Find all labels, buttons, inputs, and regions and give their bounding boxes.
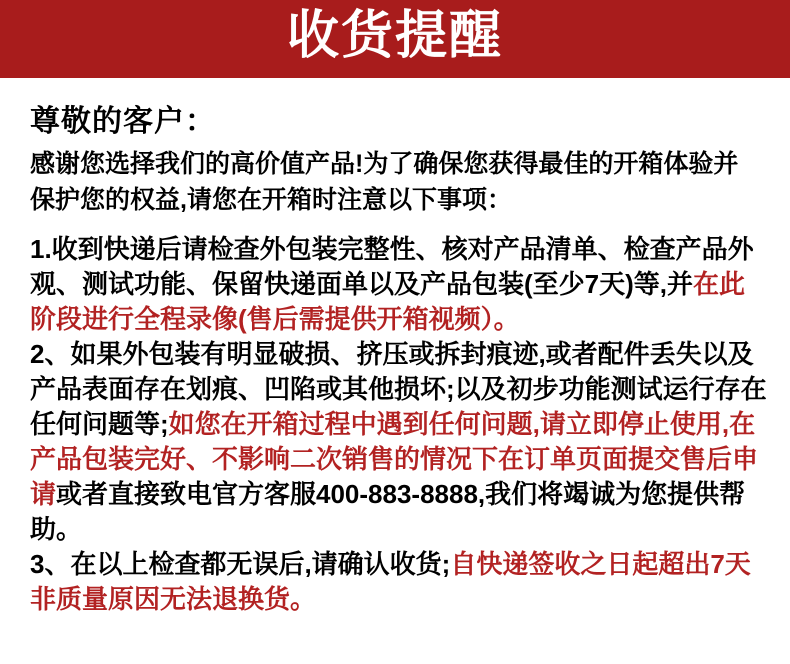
text-segment: 观、测试功能、保留快递面单以及产品包装(至少7天)等,并 [30,269,694,299]
item2-line4 [30,442,762,477]
intro-line-2: 保护您的权益,请您在开箱时注意以下事项： [30,186,512,214]
item1-line3 [30,302,762,337]
item2-line3 [30,407,762,442]
text-segment: 3、在以上检查都无误后,请确认收货; [30,549,451,579]
greeting-heading: 尊敬的客户： [30,105,216,138]
item1-line2 [30,267,762,302]
highlight-segment: 如您在开箱过程中遇到任何问题,请立即停止使用,在 [168,409,756,439]
item2-line6 [30,512,762,547]
item3-line1 [30,547,762,582]
notice-banner-title: 收货提醒 [286,8,503,65]
item1-line1 [30,232,762,267]
paragraph-gap [30,218,762,232]
text-segment: 2、如果外包装有明显破损、挤压或拆封痕迹,或者配件丢失以及 [30,339,754,369]
text-segment: 或者直接致电官方客服400-883-8888,我们将竭诚为您提供帮 [56,479,746,509]
text-segment: 助。 [30,514,83,544]
item2-line2 [30,372,767,407]
item2-line5 [30,477,762,512]
item3-line2 [30,582,762,617]
intro-line-1: 感谢您选择我们的高价值产品!为了确保您获得最佳的开箱体验并 [30,150,739,178]
highlight-segment: 在此 [693,269,746,299]
notice-banner [0,0,790,78]
highlight-segment: 请 [30,479,57,509]
text-segment: 任何问题等; [30,409,169,439]
text-segment: 产品表面存在划痕、凹陷或其他损坏;以及初步功能测试运行存在 [30,374,767,404]
highlight-segment: 非质量原因无法退换货。 [30,584,317,614]
highlight-segment: 产品包装完好、不影响二次销售的情况下在订单页面提交售后申 [30,444,759,474]
highlight-segment: 阶段进行全程录像(售后需提供开箱视频）。 [30,304,520,334]
notice-body [0,78,790,617]
item2-line1 [30,337,762,372]
text-segment: 1.收到快递后请检查外包装完整性、核对产品清单、检查产品外 [30,234,754,264]
highlight-segment: 自快递签收之日起超出7天 [450,549,751,579]
